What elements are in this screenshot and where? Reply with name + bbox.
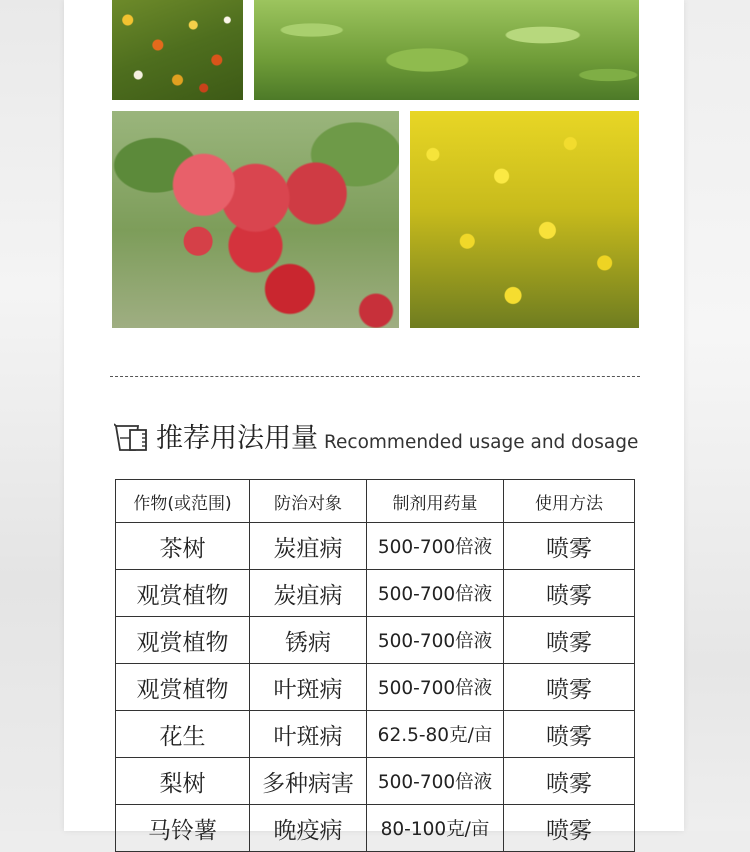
- header-target: 防治对象: [250, 480, 367, 523]
- rapeseed-field-photo: [410, 111, 639, 328]
- cell-method: 喷雾: [504, 805, 635, 852]
- section-heading: [114, 420, 638, 456]
- flower-field-photo: [112, 0, 243, 100]
- heading-title-en: Recommended usage and dosage: [324, 432, 639, 453]
- cell-crop: 茶树: [116, 523, 250, 570]
- cell-method: 喷雾: [504, 711, 635, 758]
- cell-target: 多种病害: [250, 758, 367, 805]
- header-dosage: 制剂用药量: [367, 480, 504, 523]
- cell-method: 喷雾: [504, 523, 635, 570]
- cell-crop: 观赏植物: [116, 664, 250, 711]
- table-header-row: [116, 480, 635, 523]
- dashed-divider: [110, 376, 640, 377]
- apple-tree-photo: [112, 111, 399, 328]
- table-row: [116, 758, 635, 805]
- table-row: [116, 523, 635, 570]
- cell-dosage: 500-700倍液: [367, 758, 504, 805]
- table-row: [116, 617, 635, 664]
- dosage-table: [115, 479, 635, 852]
- cell-method: 喷雾: [504, 617, 635, 664]
- tobacco-field-photo: [254, 0, 639, 100]
- cell-method: 喷雾: [504, 664, 635, 711]
- heading-title-zh: 推荐用法用量: [156, 423, 318, 454]
- background-right: [684, 0, 750, 831]
- cell-target: 叶斑病: [250, 664, 367, 711]
- table-row: [116, 570, 635, 617]
- cell-dosage: 62.5-80克/亩: [367, 711, 504, 758]
- cell-dosage: 500-700倍液: [367, 570, 504, 617]
- cell-crop: 花生: [116, 711, 250, 758]
- cell-target: 叶斑病: [250, 711, 367, 758]
- cell-crop: 观赏植物: [116, 570, 250, 617]
- cell-method: 喷雾: [504, 570, 635, 617]
- product-detail-card: [64, 0, 684, 844]
- header-method: 使用方法: [504, 480, 635, 523]
- cell-method: 喷雾: [504, 758, 635, 805]
- table-row: [116, 805, 635, 852]
- cell-target: 炭疽病: [250, 570, 367, 617]
- cell-target: 炭疽病: [250, 523, 367, 570]
- cell-dosage: 80-100克/亩: [367, 805, 504, 852]
- cell-target: 晚疫病: [250, 805, 367, 852]
- cell-dosage: 500-700倍液: [367, 617, 504, 664]
- table-row: [116, 664, 635, 711]
- cell-crop: 梨树: [116, 758, 250, 805]
- background-left: [0, 0, 64, 831]
- cell-crop: 观赏植物: [116, 617, 250, 664]
- header-crop: 作物(或范围): [116, 480, 250, 523]
- cell-dosage: 500-700倍液: [367, 664, 504, 711]
- measuring-cup-icon: [114, 422, 150, 452]
- cell-dosage: 500-700倍液: [367, 523, 504, 570]
- table-row: [116, 711, 635, 758]
- cell-target: 锈病: [250, 617, 367, 664]
- cell-crop: 马铃薯: [116, 805, 250, 852]
